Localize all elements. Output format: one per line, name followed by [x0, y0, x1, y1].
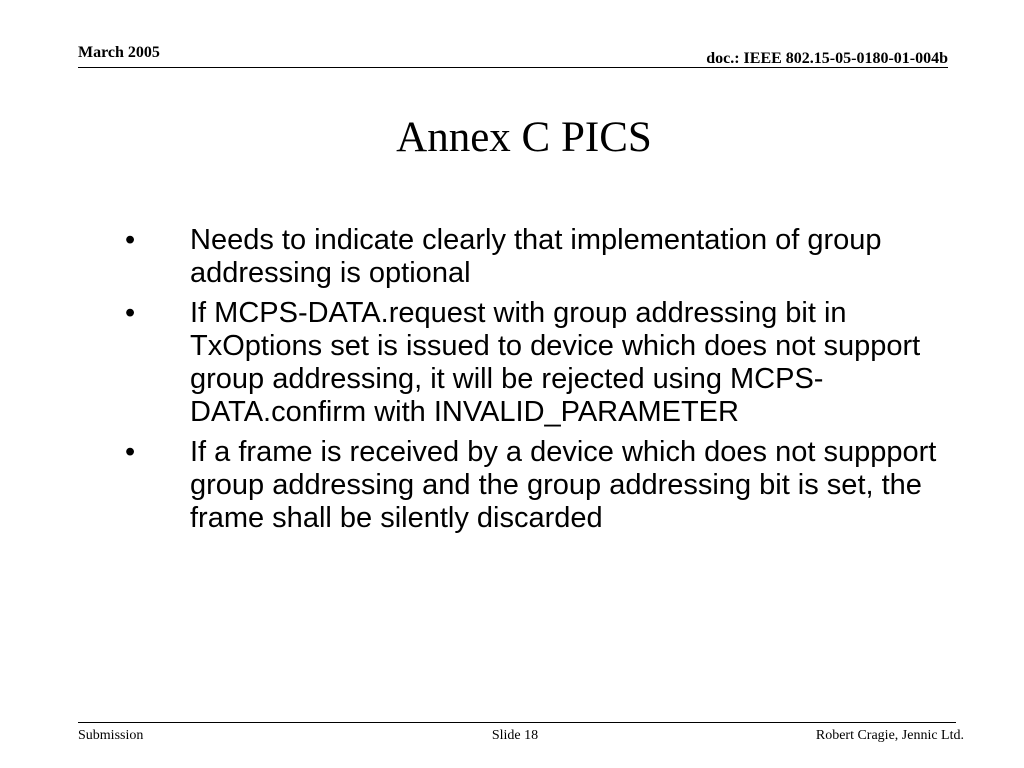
footer-slide-number: Slide 18: [491, 728, 539, 743]
footer-divider: [78, 722, 956, 723]
footer-author: Robert Cragie, Jennic Ltd.: [815, 728, 964, 743]
bullet-text: Needs to indicate clearly that implementation of group addressing is optional: [190, 224, 882, 289]
bullet-icon: •: [125, 224, 136, 256]
bullet-text: If MCPS-DATA.request with group addressing bit in TxOptions set is issued to device which does not support group addressing, it will be rejected using MCPS-DATA.confirm with INVALID_PARAMETER: [190, 297, 921, 428]
bullet-icon: •: [125, 297, 136, 329]
footer-submission: Submission: [78, 728, 144, 743]
bullet-item: [120, 436, 940, 535]
bullet-list: [120, 224, 940, 542]
header-document-id: doc.: IEEE 802.15-05-0180-01-004b: [706, 50, 948, 67]
bullet-item: [120, 224, 940, 290]
bullet-text: If a frame is received by a device which does not suppport group addressing and the group addressing bit is set, the frame shall be silently discarded: [190, 436, 937, 534]
header-date: March 2005: [78, 44, 160, 61]
slide-title: Annex C PICS: [396, 114, 652, 161]
bullet-item: [120, 297, 940, 429]
header-divider: [78, 67, 948, 68]
bullet-icon: •: [125, 436, 136, 468]
